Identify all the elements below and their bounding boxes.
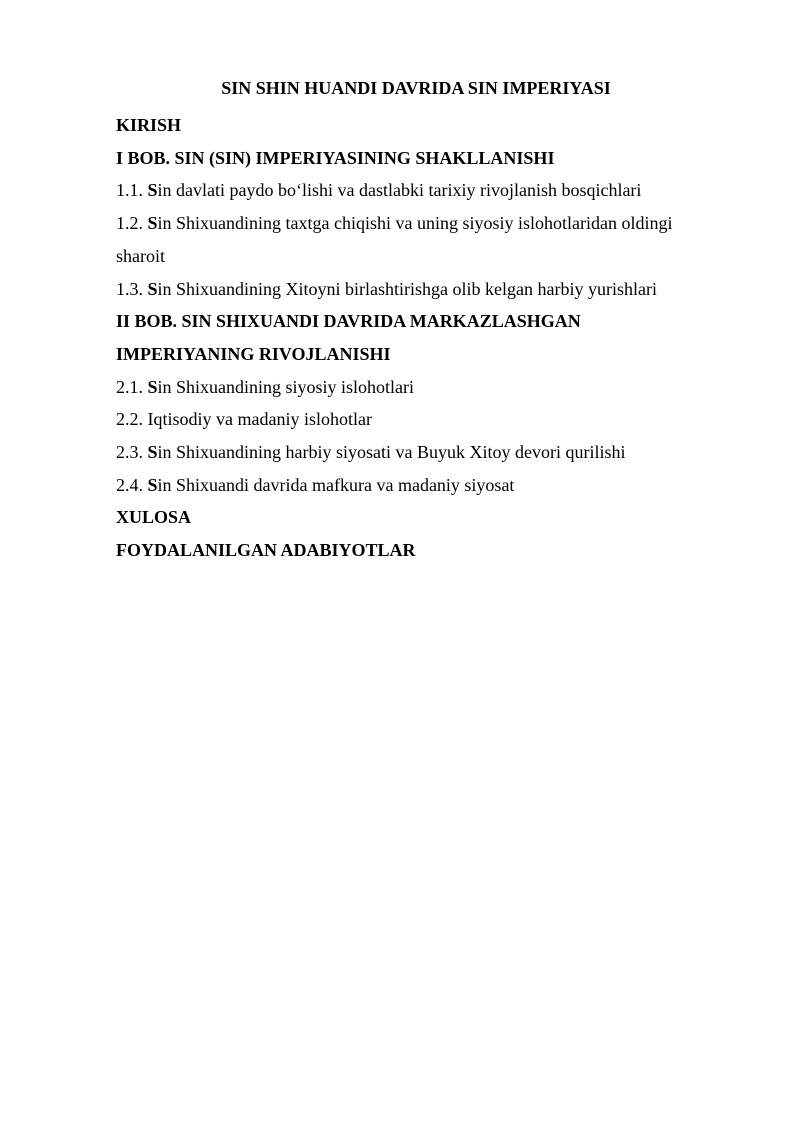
- toc-chapter-2-line-2: IMPERIYANING RIVOJLANISHI: [116, 343, 391, 364]
- section-text: in davlati paydo bo‘lishi va dastlabki tarixiy rivojlanish bosqichlari: [157, 180, 642, 201]
- toc-chapter-1: I BOB. SIN (SIN) IMPERIYASINING SHAKLLANISHI: [116, 147, 555, 168]
- section-text: in Shixuandining taxtga chiqishi va uning siyosiy islohotlaridan oldingi sharoit: [116, 213, 673, 266]
- section-initial: S: [147, 180, 158, 201]
- section-initial: S: [147, 474, 158, 495]
- toc-section-2-3: [116, 436, 716, 469]
- toc-entry-xulosa: XULOSA: [116, 507, 192, 528]
- section-initial: S: [147, 213, 158, 234]
- section-text: in Shixuandi davrida mafkura va madaniy siyosat: [157, 474, 515, 495]
- toc-entry-adabiyotlar: FOYDALANILGAN ADABIYOTLAR: [116, 540, 416, 561]
- section-text: in Shixuandining harbiy siyosati va Buyuk Xitoy devori qurilishi: [157, 442, 626, 463]
- section-initial: S: [147, 376, 158, 397]
- section-text: in Shixuandining Xitoyni birlashtirishga olib kelgan harbiy yurishlari: [157, 278, 657, 299]
- toc-section-2-2: 2.2. Iqtisodiy va madaniy islohotlar: [116, 409, 372, 430]
- document-title: SIN SHIN HUANDI DAVRIDA SIN IMPERIYASI: [221, 78, 611, 98]
- toc-section-1-3: [116, 273, 716, 306]
- section-number: 2.4.: [116, 474, 148, 495]
- section-number: 1.1.: [116, 180, 148, 201]
- toc-section-2-1: [116, 371, 716, 404]
- section-number: 1.3.: [116, 278, 148, 299]
- toc-section-2-4: [116, 469, 716, 502]
- section-initial: S: [147, 442, 158, 463]
- section-number: 2.1.: [116, 376, 148, 397]
- toc-section-1-1: [116, 174, 716, 207]
- toc-chapter-2-line-1: II BOB. SIN SHIXUANDI DAVRIDA MARKAZLASHGAN: [116, 311, 581, 332]
- section-number: 2.3.: [116, 442, 148, 463]
- section-text: in Shixuandining siyosiy islohotlari: [157, 376, 415, 397]
- section-number: 1.2.: [116, 213, 148, 234]
- toc-entry-kirish: KIRISH: [116, 115, 182, 135]
- section-initial: S: [147, 278, 158, 299]
- table-of-contents: [116, 76, 716, 567]
- toc-section-1-2: [116, 207, 706, 272]
